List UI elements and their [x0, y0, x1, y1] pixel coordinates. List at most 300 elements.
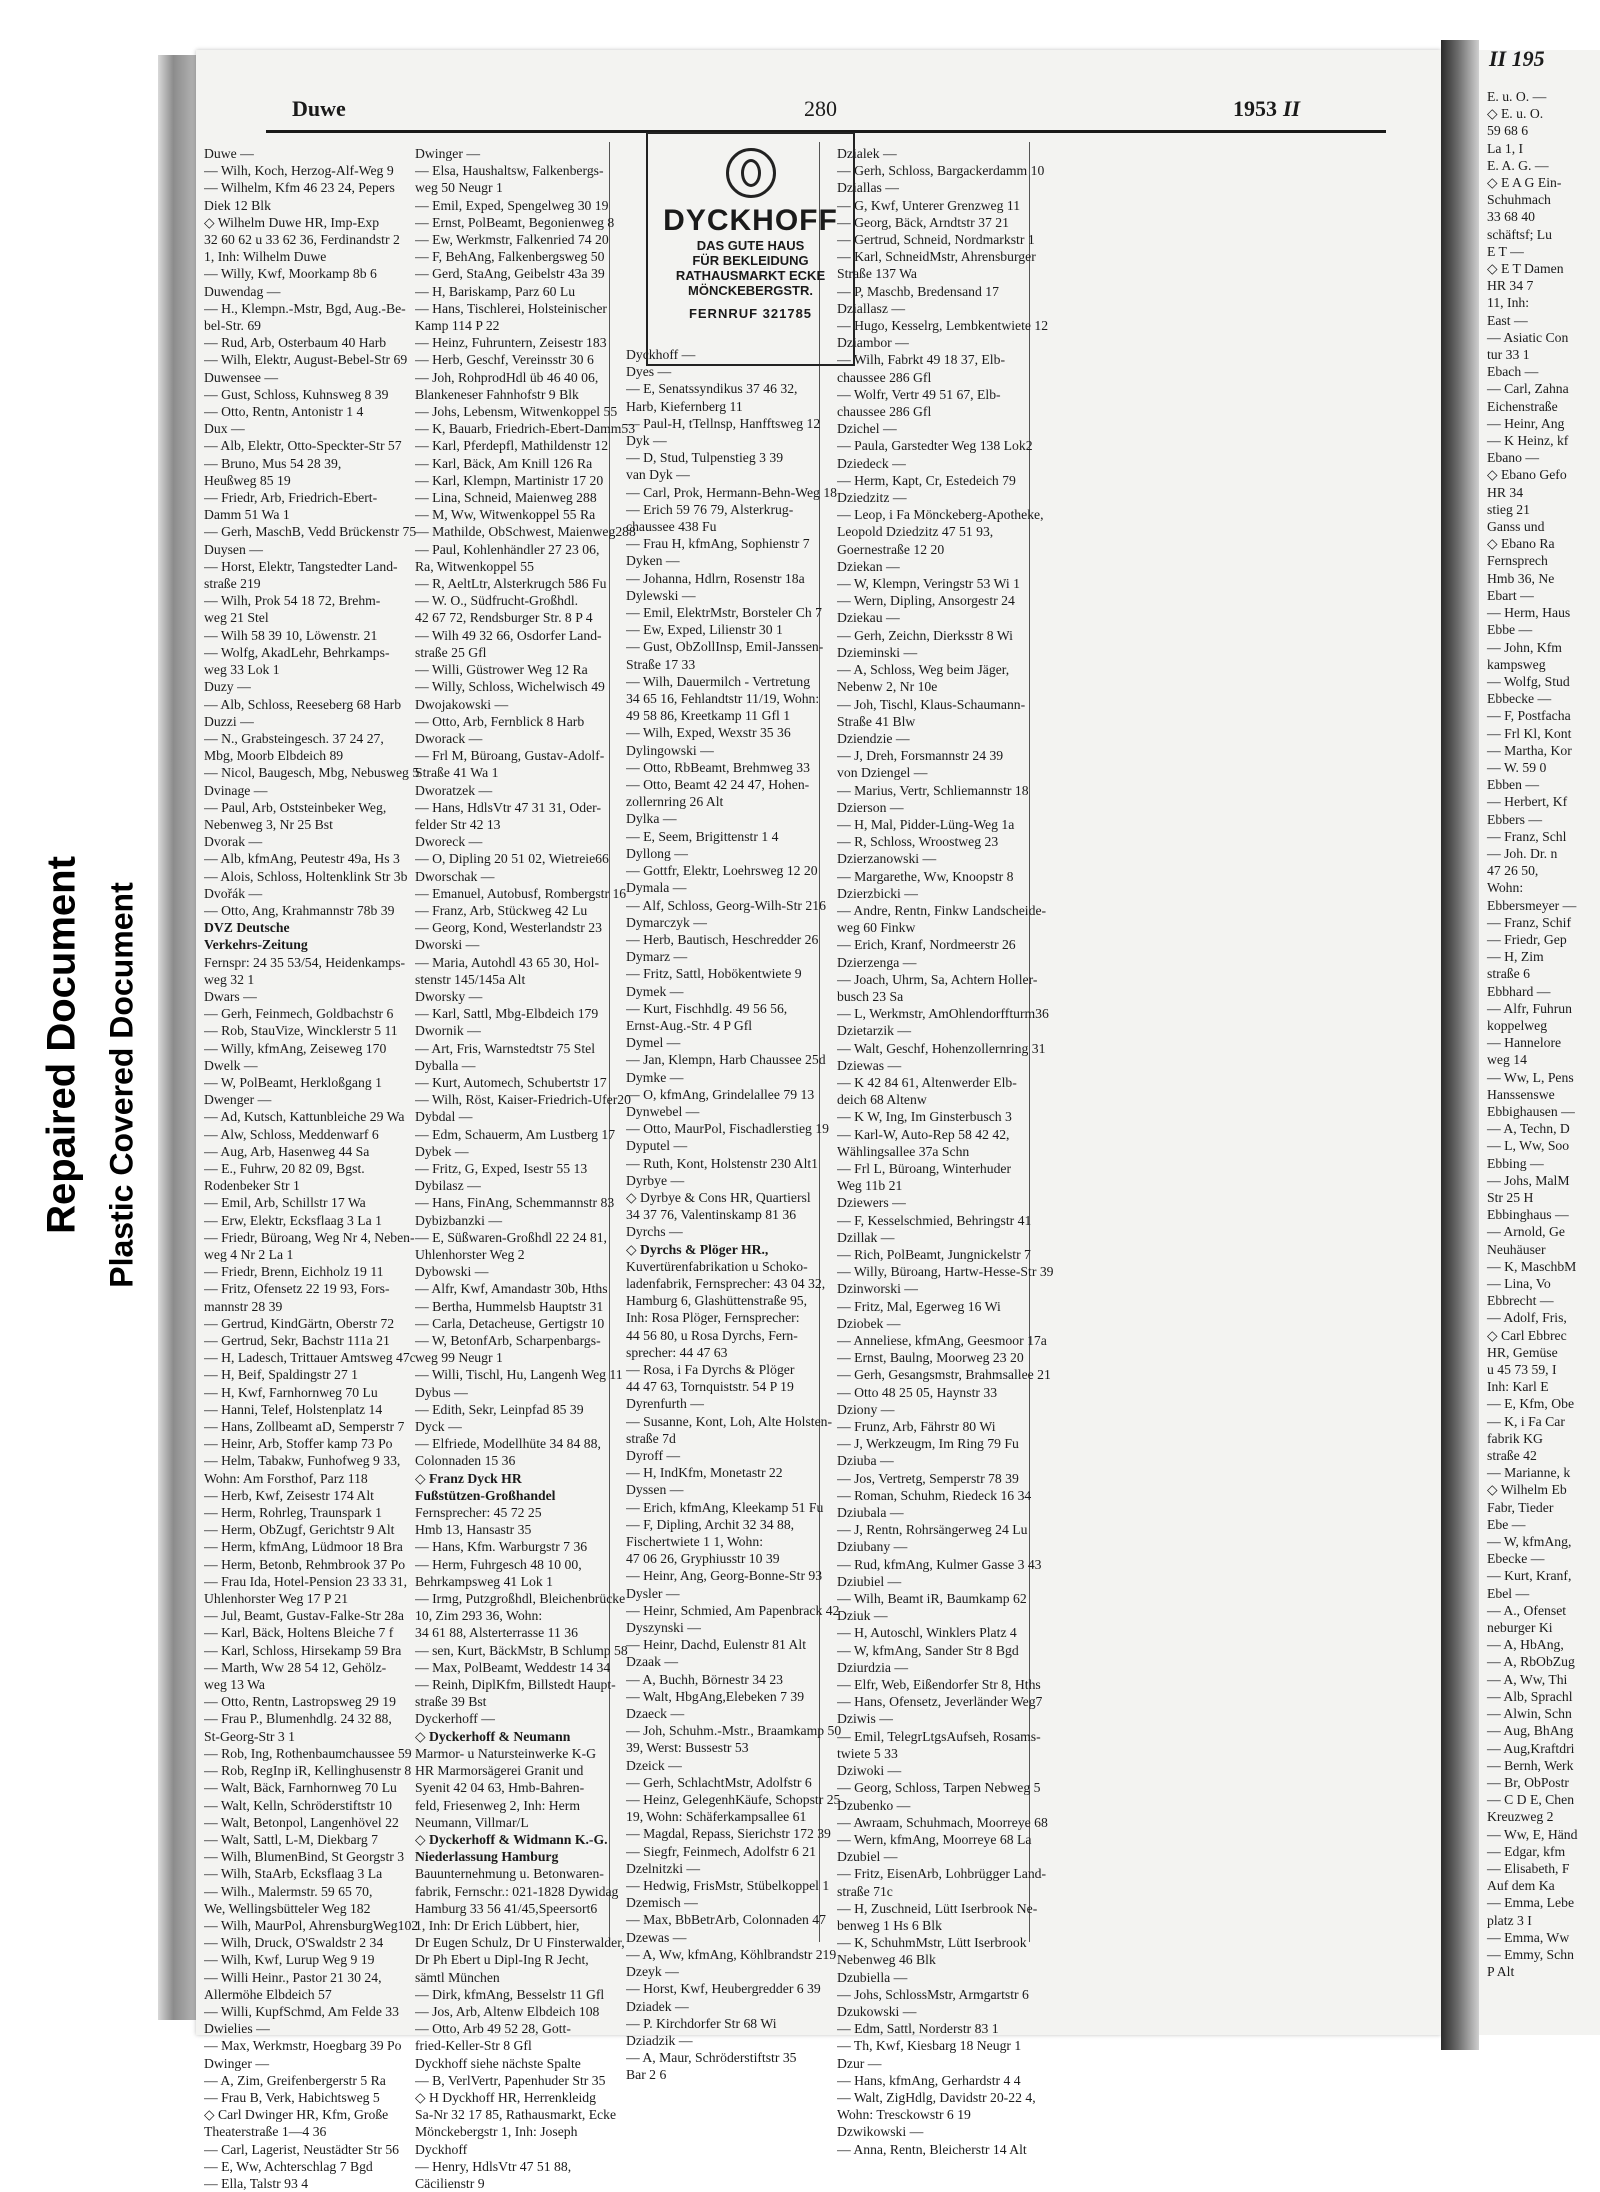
directory-entry: sprecher: 44 47 63 [626, 1344, 728, 1360]
next-page-entry: Ebel — [1487, 1585, 1530, 1601]
directory-entry: Dworeck — [415, 834, 483, 850]
directory-entry: — Henry, HdlsVtr 47 51 88, [415, 2158, 572, 2174]
directory-entry: ◇ Dyckerhoff & Neumann [415, 1728, 571, 1744]
directory-entry: Dyputel — [626, 1138, 688, 1154]
directory-entry: — E, Ww, Achterschlag 7 Bgd [204, 2158, 373, 2174]
directory-entry: 42 67 72, Rendsburger Str. 8 P 4 [415, 610, 593, 626]
page-header-keyword: Duwe [292, 96, 346, 121]
ad-line: FÜR BEKLEIDUNG [692, 253, 809, 268]
directory-entry: — P. Kirchdorfer Str 68 Wi [626, 2015, 777, 2031]
next-page-entry: — Wolfg, Stud [1487, 673, 1570, 689]
next-page-entry: — W, kfmAng, [1487, 1534, 1572, 1550]
directory-entry: Niederlassung Hamburg [415, 1849, 559, 1865]
directory-entry: — O, Dipling 20 51 02, Wietreie66 [415, 851, 609, 867]
directory-entry: — Hans, FinAng, Schemmannstr 83 [415, 1195, 615, 1211]
directory-entry: Dwelk — [204, 1057, 258, 1073]
directory-entry: Dziwoki — [837, 1763, 902, 1779]
next-page-entry: — Adolf, Fris, [1487, 1310, 1567, 1326]
side-label-line-1: Repaired Document [39, 856, 84, 1234]
directory-entry: Bauunternehmung u. Betonwaren- [415, 1866, 604, 1882]
directory-entry: — Rich, PolBeamt, Jungnickelstr 7 [837, 1247, 1031, 1262]
directory-entry: Dyllong — [626, 845, 688, 861]
next-page-entry: — Heinr, Ang [1487, 415, 1565, 431]
directory-entry: — Johanna, Hdlrn, Rosenstr 18a [626, 570, 805, 586]
directory-entry: Dybowski — [415, 1264, 489, 1280]
directory-entry: — Elfr, Web, Eißendorfer Str 8, Hths [837, 1677, 1041, 1693]
book-spine [1441, 40, 1479, 2050]
directory-entry: — N., Grabsteingesch. 37 24 27, [204, 730, 384, 746]
directory-entry: — H, Autoschl, Winklers Platz 4 [837, 1625, 1017, 1641]
directory-entry: — A, Buchh, Börnestr 34 23 [626, 1671, 784, 1687]
next-page-entry: — Br, ObPostr [1487, 1774, 1569, 1790]
directory-entry: — Georg, Bäck, Arndtstr 37 21 [837, 214, 1009, 230]
directory-entry: Allermöhe Elbdeich 57 [204, 1986, 332, 2002]
directory-entry: — J, Werkzeugm, Im Ring 79 Fu [837, 1436, 1019, 1452]
next-page-entry: — Lina, Vo [1487, 1276, 1551, 1292]
next-page-entry: — Ww, L, Pens [1487, 1069, 1574, 1085]
directory-entry: — Kurt, Automech, Schubertstr 17 [415, 1074, 607, 1090]
directory-entry: — Gertrud, Schneid, Nordmarkstr 1 [837, 232, 1035, 248]
next-page-entry: — Emmy, Schn [1487, 1946, 1574, 1962]
directory-entry: — Anna, Rentn, Bleicherstr 14 Alt [837, 2141, 1027, 2157]
directory-entry: straße 39 Bst [415, 1694, 487, 1710]
directory-entry: 34 65 16, Fehlandtstr 11/19, Wohn: [626, 691, 820, 707]
directory-entry: — Fritz, Ofensetz 22 19 93, Fors- [204, 1281, 390, 1297]
directory-entry: — Wilh, Dauermilch - Vertretung [626, 673, 811, 689]
side-label [0, 0, 170, 2072]
directory-entry: stenstr 145/145a Alt [415, 971, 526, 987]
directory-entry: Weg 11b 21 [837, 1178, 903, 1194]
directory-entry: Dyrbye — [626, 1172, 685, 1188]
next-page-entry: 11, Inh: [1487, 295, 1530, 311]
directory-entry: — H, Ladesch, Trittauer Amtsweg 47c [204, 1350, 416, 1366]
next-page-entry: Schuhmach [1487, 192, 1551, 208]
directory-entry: — Wilh, Prok 54 18 72, Brehm- [204, 593, 381, 609]
next-page-entry: — Elisabeth, F [1487, 1860, 1570, 1876]
next-page-entry: — A., Ofenset [1487, 1602, 1567, 1618]
directory-entry: We, Wellingsbütteler Weg 182 [204, 1900, 371, 1916]
directory-entry: Inh: Rosa Plöger, Fernsprecher: [626, 1310, 800, 1326]
next-page-entry: HR, Gemüse [1487, 1344, 1558, 1360]
directory-entry: — Heinz, Fuhruntern, Zeisestr 183 [415, 335, 607, 351]
directory-entry: Duzy — [204, 679, 251, 695]
directory-entry: — Otto, MaurPol, Fischadlerstieg 19 [626, 1121, 830, 1137]
directory-entry: — W, BetonfArb, Scharpenbargs- [415, 1333, 601, 1349]
ad-line: DAS GUTE HAUS [696, 238, 805, 253]
directory-entry: twiete 5 33 [837, 1745, 898, 1761]
directory-entry: Dworschak — [415, 868, 495, 884]
directory-entry: — K, Bauarb, Friedrich-Ebert-Damm53 [415, 421, 636, 437]
directory-entry: — Frau H, kfmAng, Sophienstr 7 [626, 536, 810, 552]
next-page-entry: — Emma, Ww [1487, 1929, 1570, 1945]
directory-entry: Dworski — [415, 937, 480, 953]
next-page-entry: — John, Kfm [1487, 639, 1562, 655]
directory-entry: deich 68 Altenw [837, 1092, 927, 1108]
directory-entry: — Gust, Schloss, Kuhnsweg 8 39 [204, 386, 389, 402]
directory-entry: — Herm, ObZugf, Gerichtstr 9 Alt [204, 1522, 395, 1538]
directory-entry: — Leop, i Fa Mönckeberg-Apotheke, [837, 507, 1044, 523]
directory-entry: weg 99 Neugr 1 [415, 1350, 503, 1366]
directory-entry: — Walt, Geschf, Hohenzollernring 31 [837, 1040, 1046, 1056]
directory-entry: — Elsa, Haushaltsw, Falkenbergs- [415, 163, 604, 179]
directory-entry: — Hedwig, FrisMstr, Stübelkoppel 1 [626, 1878, 830, 1894]
next-page-entry: Ebben — [1487, 777, 1540, 793]
directory-entry: — Willy, Kwf, Moorkamp 8b 6 [204, 266, 377, 282]
next-page-entry: — Kurt, Kranf, [1487, 1568, 1572, 1584]
directory-entry: Cäcilienstr 9 [415, 2175, 485, 2191]
directory-entry: 44 47 63, Tornquiststr. 54 P 19 [626, 1379, 794, 1395]
directory-entry: — Willi Heinr., Pastor 21 30 24, [204, 1969, 382, 1985]
directory-entry: Dzeick — [626, 1757, 682, 1773]
next-page-entry: Ebbe — [1487, 622, 1533, 638]
next-page-entry: ◇ Ebano Gefo [1487, 467, 1567, 483]
volume-mark: II [1283, 96, 1301, 121]
directory-entry: Dziurdzia — [837, 1659, 909, 1675]
next-page-entry: Ebbers — [1487, 811, 1543, 827]
directory-entry: — Otto, Rentn, Lastropsweg 29 19 [204, 1694, 396, 1710]
ad-line: RATHAUSMARKT ECKE [675, 268, 826, 283]
directory-entry: Heußweg 85 19 [204, 472, 291, 488]
page-number: 280 [804, 96, 837, 121]
directory-entry: Dyk — [626, 433, 667, 449]
directory-entry: Dybdal — [415, 1109, 473, 1125]
directory-entry: — Gerh, Feinmech, Goldbachstr 6 [204, 1006, 394, 1022]
next-page-entry: — Joh. Dr. n [1487, 845, 1558, 861]
directory-entry: — Otto 48 25 05, Haynstr 33 [837, 1384, 998, 1400]
directory-entry: Theaterstraße 1—4 36 [204, 2124, 327, 2140]
directory-entry: Dzialek — [837, 146, 897, 161]
next-page-entry: — C D E, Chen [1487, 1792, 1575, 1808]
directory-entry: — Nicol, Baugesch, Mbg, Nebusweg 5 [204, 765, 420, 781]
next-page-entry: — Aug, BhAng [1487, 1723, 1574, 1739]
directory-entry: — Art, Fris, Warnstedtstr 75 Stel [415, 1040, 596, 1056]
directory-entry: — Max, Werkmstr, Hoegbarg 39 Po [204, 2038, 402, 2054]
directory-entry: Harb, Kiefernberg 11 [626, 398, 743, 414]
directory-entry: — Walt, Bäck, Farnhornweg 70 Lu [204, 1780, 397, 1796]
directory-entry: Dyken — [626, 553, 680, 569]
next-page-entry: Ebano — [1487, 450, 1540, 466]
directory-entry: Dyckhoff siehe nächste Spalte [415, 2055, 581, 2071]
directory-entry: Colonnaden 15 36 [415, 1453, 516, 1469]
directory-entry: — Susanne, Kont, Loh, Alte Holsten- [626, 1413, 833, 1429]
directory-entry: — Joach, Uhrm, Sa, Achtern Holler- [837, 971, 1038, 987]
directory-entry: — Emil, Arb, Schillstr 17 Wa [204, 1195, 366, 1211]
directory-entry: — Jan, Klempn, Harb Chaussee 25d [626, 1052, 826, 1068]
directory-entry: — Carl, Lagerist, Neustädter Str 56 [204, 2141, 400, 2157]
next-page-entry: stieg 21 [1487, 501, 1530, 517]
directory-entry: — Wilh, Beamt iR, Baumkamp 62 [837, 1591, 1027, 1607]
directory-entry: Dzierzbicki — [837, 885, 918, 901]
directory-entry: Diek 12 Blk [204, 197, 271, 213]
next-page-entry: — Alb, Sprachl [1487, 1688, 1573, 1704]
next-page-entry: 33 68 40 [1487, 209, 1535, 225]
directory-entry: — Ernst, PolBeamt, Begonienweg 8 [415, 214, 615, 230]
directory-entry: — Willi, Tischl, Hu, Langenh Weg 11 [415, 1367, 623, 1383]
directory-entry: — Heinr, Dachd, Eulenstr 81 Alt [626, 1637, 807, 1653]
directory-entry: — Wern, Dipling, Ansorgestr 24 [837, 593, 1015, 609]
directory-entry: benweg 1 Hs 6 Blk [837, 1917, 942, 1933]
directory-entry: Uhlenhorster Weg 17 P 21 [204, 1591, 349, 1607]
directory-entry: — R, AeltLtr, Alsterkrugch 586 Fu [415, 576, 607, 592]
directory-entry: 19, Wohn: Schäferkampsallee 61 [626, 1809, 807, 1825]
directory-entry: — Frau P., Blumenhdlg. 24 32 88, [204, 1711, 392, 1727]
next-page-entry: HR 34 7 [1487, 278, 1534, 294]
next-page-header: II 195 [1489, 50, 1545, 71]
next-page-entry: — Alfr, Fuhrun [1487, 1000, 1572, 1016]
directory-entry: Dwielies — [204, 2021, 270, 2037]
directory-entry: — Willy, Schloss, Wichelwisch 49 [415, 679, 605, 695]
next-page-entry: — Herm, Haus [1487, 605, 1571, 621]
directory-entry: — Otto, Arb 49 52 28, Gott- [415, 2021, 571, 2037]
directory-entry: Dwars — [204, 988, 257, 1004]
directory-entry: — Willy, kfmAng, Zeiseweg 170 [204, 1040, 387, 1056]
directory-entry: Dybizbanzki — [415, 1212, 503, 1228]
directory-entry: — W, kfmAng, Sander Str 8 Bgd [837, 1642, 1019, 1658]
directory-entry: — F, Kesselschmied, Behringstr 41 [837, 1212, 1032, 1228]
directory-entry: Dzierson — [837, 799, 904, 815]
directory-entry: — Horst, Elektr, Tangstedter Land- [204, 558, 398, 574]
directory-entry: Wählingsallee 37a Schn [837, 1143, 970, 1159]
directory-entry: — Gerd, StaAng, Geibelstr 43a 39 [415, 266, 605, 282]
directory-entry: — Hanni, Telef, Holstenplatz 14 [204, 1401, 383, 1417]
directory-entry: — Wilh, Fabrkt 49 18 37, Elb- [837, 352, 1005, 368]
directory-entry: Dwenger — [204, 1092, 272, 1108]
directory-entry: — Alfr, Kwf, Amandastr 30b, Hths [415, 1281, 608, 1297]
directory-entry: — L, Werkmstr, AmOhlendorffturm36 [837, 1006, 1049, 1022]
directory-entry: — Herm, Rohrleg, Traunspark 1 [204, 1505, 382, 1521]
directory-page [196, 50, 1441, 2191]
directory-entry: Dvorak — [204, 834, 263, 850]
directory-entry: Dziubala — [837, 1505, 904, 1521]
directory-entry: weg 50 Neugr 1 [415, 180, 503, 196]
next-page-entry: — A, HbAng, [1487, 1637, 1564, 1653]
directory-entry: — Andre, Rentn, Finkw Landscheide- [837, 902, 1047, 918]
dyckhoff-logo-icon [726, 148, 776, 198]
directory-entry: Fischertwiete 1 1, Wohn: [626, 1534, 764, 1550]
directory-entry: — Wolfr, Vertr 49 51 67, Elb- [837, 386, 1001, 402]
directory-entry: — Herm, Fuhrgesch 48 10 00, [415, 1556, 582, 1572]
directory-entry: Dymala — [626, 880, 687, 896]
directory-entry: Dymarz — [626, 949, 688, 965]
directory-entry: — Wilh, Röst, Kaiser-Friedrich-Ufer20 [415, 1092, 631, 1108]
directory-entry: — Frau B, Verk, Habichtsweg 5 [204, 2089, 380, 2105]
directory-entry: — Aug, Arb, Hasenweg 44 Sa [204, 1143, 370, 1159]
directory-entry: — K 42 84 61, Altenwerder Elb- [837, 1074, 1017, 1090]
next-page-entry: koppelweg [1487, 1017, 1548, 1033]
directory-entry: zollernring 26 Alt [626, 794, 724, 810]
directory-entry: Dzierzanowski — [837, 851, 937, 867]
directory-entry: straße 25 Gfl [415, 644, 487, 660]
directory-entry: weg 32 1 [204, 971, 255, 987]
directory-entry: Mönckebergstr 1, Inh: Joseph [415, 2124, 578, 2140]
directory-entry: Dybus — [415, 1384, 468, 1400]
directory-entry: Dzierzenga — [837, 954, 917, 970]
directory-entry: — Heinr, Schmied, Am Papenbrack 42 [626, 1602, 840, 1618]
directory-entry: — Gerh, Schloss, Bargackerdamm 10 [837, 163, 1045, 179]
directory-entry: — Johs, Lebensm, Witwenkoppel 55 [415, 404, 618, 420]
directory-entry: Dzaak — [626, 1654, 679, 1670]
next-page-entry: Ebbrecht — [1487, 1293, 1554, 1309]
directory-entry: — Erich 59 76 79, Alsterkrug- [626, 501, 794, 517]
next-page-entry: platz 3 I [1487, 1912, 1532, 1928]
directory-entry: — Irmg, Putzgroßhdl, Bleichenbrücke [415, 1591, 626, 1607]
next-page-entry: Ebart — [1487, 587, 1534, 603]
directory-entry: ladenfabrik, Fernsprecher: 43 04 32, [626, 1275, 826, 1291]
directory-entry: — Edm, Sattl, Norderstr 83 1 [837, 2021, 999, 2037]
next-page-entry: — Martha, Kor [1487, 742, 1572, 758]
next-page-entry: Ebe — [1487, 1516, 1526, 1532]
directory-entry: — Willi, Güstrower Weg 12 Ra [415, 662, 588, 678]
directory-entry: Dzewas — [626, 1929, 687, 1945]
directory-entry: — Frunz, Arb, Fährstr 80 Wi [837, 1419, 996, 1435]
directory-entry: Dymel — [626, 1035, 681, 1051]
directory-entry: Dyckhoff [415, 2141, 468, 2157]
directory-entry: — Paul-H, tTellnsp, Hanfftsweg 12 [626, 415, 821, 431]
next-page-entry: straße 42 [1487, 1448, 1537, 1464]
next-page-entry: HR 34 [1487, 484, 1524, 500]
directory-entry: — Bruno, Mus 54 28 39, [204, 455, 342, 471]
directory-entry: straße 7d [626, 1430, 676, 1446]
directory-entry: — Maria, Autohdl 43 65 30, Hol- [415, 954, 600, 970]
directory-entry: — Friedr, Arb, Friedrich-Ebert- [204, 490, 378, 506]
directory-entry: — W. O., Südfrucht-Großhdl. [415, 593, 579, 609]
directory-entry: — Max, BbBetrArb, Colonnaden 47 [626, 1912, 826, 1928]
next-page-entry: fabrik KG [1487, 1430, 1543, 1446]
directory-entry: Dziewas — [837, 1057, 902, 1073]
directory-entry: Dzelnitzki — [626, 1860, 701, 1876]
directory-entry: Verkehrs-Zeitung [204, 937, 308, 953]
directory-entry: — Jos, Vertretg, Semperstr 78 39 [837, 1470, 1019, 1486]
directory-entry: — Paul, Kohlenhändler 27 23 06, [415, 541, 600, 557]
column-4 [837, 145, 1107, 2158]
next-page-entry: — Aug,Kraftdri [1487, 1740, 1575, 1756]
directory-entry: Dyrenfurth — [626, 1396, 704, 1412]
directory-entry: Dzemisch — [626, 1895, 698, 1911]
next-page-column [1487, 68, 1577, 1980]
directory-entry: Dylewski — [626, 587, 696, 603]
directory-entry: ◇ Dyckerhoff & Widmann K.-G. [415, 1831, 608, 1847]
directory-entry: Dziwis — [837, 1711, 893, 1727]
directory-entry: Blankeneser Fahnhofstr 9 Blk [415, 386, 579, 402]
directory-entry: Dzillak — [837, 1229, 895, 1245]
directory-entry: Dziallasz — [837, 300, 906, 316]
next-page-entry: — Asiatic Con [1487, 329, 1569, 345]
directory-entry: — Anneliese, kfmAng, Geesmoor 17a [837, 1333, 1047, 1349]
directory-entry: Dyck — [415, 1419, 462, 1435]
directory-entry: — Gerh, SchlachtMstr, Adolfstr 6 [626, 1774, 812, 1790]
directory-entry: Dziekau — [837, 610, 900, 626]
directory-entry: — H, Zuschneid, Lütt Iserbrook Ne- [837, 1900, 1038, 1916]
directory-entry: — Karl-W, Auto-Rep 58 42 42, [837, 1126, 1010, 1142]
directory-entry: — Karl, Pferdepfl, Mathildenstr 12 [415, 438, 609, 454]
directory-entry: Marmor- u Natursteinwerke K-G [415, 1745, 597, 1761]
directory-entry: Dzukowski — [837, 2003, 917, 2019]
directory-entry: — H, Beif, Spaldingstr 27 1 [204, 1367, 358, 1383]
directory-entry: sämtl München [415, 1969, 500, 1985]
directory-entry: Dux — [204, 421, 245, 437]
directory-entry: — D, Stud, Tulpenstieg 3 39 [626, 450, 784, 466]
directory-entry: Dyszynski — [626, 1620, 701, 1636]
directory-entry: Dziuba — [837, 1453, 894, 1469]
directory-entry: — Gust, ObZollInsp, Emil-Janssen- [626, 639, 824, 655]
page-header-year [1233, 96, 1300, 122]
directory-entry: Wohn: Am Forsthof, Parz 118 [204, 1470, 368, 1486]
directory-entry: ◇ Wilhelm Duwe HR, Imp-Exp [204, 214, 380, 230]
directory-entry: — Horst, Kwf, Heubergredder 6 39 [626, 1981, 821, 1997]
next-page-entry: — E, Kfm, Obe [1487, 1396, 1575, 1412]
next-page-entry: Wohn: [1487, 880, 1524, 896]
directory-entry: Dziambor — [837, 335, 909, 351]
directory-entry: Kamp 114 P 22 [415, 318, 500, 334]
directory-entry: — H, Kwf, Farnhornweg 70 Lu [204, 1384, 378, 1400]
next-page-entry: 59 68 6 [1487, 123, 1529, 139]
directory-entry: busch 23 Sa [837, 988, 904, 1004]
directory-entry: Duzzi — [204, 713, 254, 729]
next-page-entry: — Franz, Schl [1487, 828, 1567, 844]
directory-entry: — F, Dipling, Archit 32 34 88, [626, 1516, 795, 1532]
directory-entry: Dziubany — [837, 1539, 908, 1555]
directory-entry: Dziuk — [837, 1608, 888, 1624]
directory-entry: — Herm, Kapt, Cr, Estedeich 79 [837, 472, 1016, 488]
next-page-entry: Ebbhard — [1487, 983, 1551, 999]
next-page-entry: — H, Zim [1487, 949, 1544, 965]
directory-entry: — E., Fuhrw, 20 82 09, Bgst. [204, 1160, 365, 1176]
directory-entry: — Mathilde, ObSchwest, Maienweg288 [415, 524, 636, 540]
directory-entry: — Otto, Beamt 42 24 47, Hohen- [626, 777, 810, 793]
directory-entry: — Alw, Schloss, Meddenwarf 6 [204, 1126, 379, 1142]
directory-entry: — Otto, Arb, Fernblick 8 Harb [415, 713, 585, 729]
directory-entry: weg 13 Wa [204, 1677, 265, 1693]
directory-entry: — Reinh, DiplKfm, Billstedt Haupt- [415, 1677, 616, 1693]
directory-entry: — R, Schloss, Wroostweg 23 [837, 834, 999, 850]
directory-entry: Neumann, Villmar/L [415, 1814, 529, 1830]
directory-entry: Dworsky — [415, 988, 483, 1004]
directory-entry: — Elfriede, Modellhüte 34 84 88, [415, 1436, 601, 1452]
directory-entry: Behrkampsweg 41 Lok 1 [415, 1573, 553, 1589]
directory-entry: Dyrchs — [626, 1224, 683, 1240]
directory-entry: — Joh, RohprodHdl üb 46 40 06, [415, 369, 599, 385]
directory-entry: Syenit 42 04 63, Hmb-Bahren- [415, 1780, 585, 1796]
directory-entry: Dziubiel — [837, 1573, 902, 1589]
directory-entry: — O, kfmAng, Grindelallee 79 13 [626, 1086, 815, 1102]
directory-entry: Duwensee — [204, 369, 279, 385]
dyckhoff-advertisement [646, 132, 855, 366]
directory-entry: — H, Mal, Pidder-Lüng-Weg 1a [837, 816, 1015, 832]
directory-entry: — Gottfr, Elektr, Loehrsweg 12 20 [626, 863, 818, 879]
directory-entry: Dymke — [626, 1069, 684, 1085]
directory-entry: Dzaeck — [626, 1706, 685, 1722]
directory-entry: — Lina, Schneid, Maienweg 288 [415, 490, 597, 506]
next-page-entry: Fernsprech [1487, 553, 1548, 569]
directory-entry: — Walt, Betonpol, Langenhövel 22 [204, 1814, 399, 1830]
directory-entry: Fernsprecher: 45 72 25 [415, 1505, 542, 1521]
next-page-entry: ◇ Carl Ebbrec [1487, 1327, 1567, 1343]
directory-entry: — P, Maschb, Bredensand 17 [837, 283, 999, 299]
next-page-entry: straße 6 [1487, 966, 1530, 982]
directory-entry: — Rud, kfmAng, Kulmer Gasse 3 43 [837, 1556, 1042, 1572]
next-page-entry: Hmb 36, Ne [1487, 570, 1555, 586]
directory-entry: — H, IndKfm, Monetastr 22 [626, 1465, 783, 1481]
directory-entry: Dziadek — [626, 1998, 689, 2014]
next-page-entry: ◇ E A G Ein- [1487, 175, 1562, 191]
directory-entry: — Th, Kwf, Kiesbarg 18 Neugr 1 [837, 2038, 1022, 2054]
directory-entry: — Alb, Elektr, Otto-Speckter-Str 57 [204, 438, 402, 454]
directory-entry: — Karl, Bäck, Am Knill 126 Ra [415, 455, 593, 471]
directory-entry: — Max, PolBeamt, Weddestr 14 34 [415, 1659, 611, 1675]
directory-entry: — Emanuel, Autobusf, Rombergstr 16 [415, 885, 627, 901]
directory-entry: — Rosa, i Fa Dyrchs & Plöger [626, 1361, 795, 1377]
directory-entry: Nebenw 2, Nr 10e [837, 679, 938, 695]
